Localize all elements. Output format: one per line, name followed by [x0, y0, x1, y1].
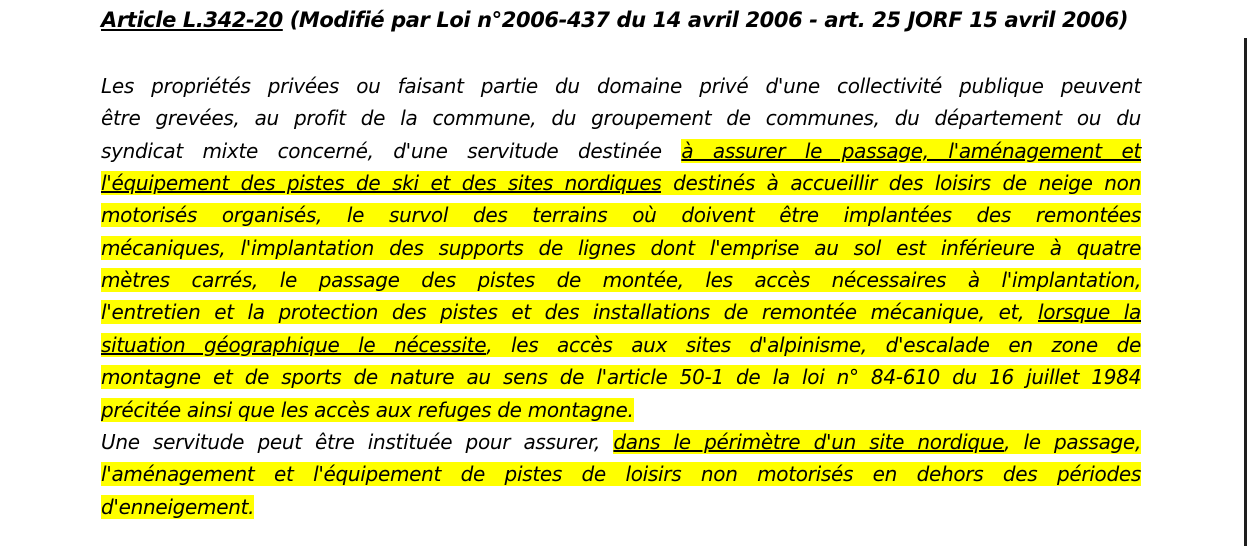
highlighted-text: , les accès aux sites d'alpinisme, d'escalade en zone de — [486, 332, 1141, 357]
text-line — [101, 296, 1141, 328]
underlined-phrase: dans le périmètre d'un site nordique — [613, 429, 1005, 454]
article-reference: Article L.342-20 — [101, 8, 283, 32]
text-line — [101, 394, 1141, 426]
text-line — [101, 199, 1141, 231]
text-line — [101, 70, 1141, 102]
text-line — [101, 264, 1141, 296]
highlighted-text: l'entretien et la protection des pistes et des installations de remontée mécanique, et, — [101, 300, 1038, 325]
text-line — [101, 458, 1141, 490]
text-line — [101, 167, 1141, 199]
underlined-phrase: situation géographique le nécessite — [101, 332, 487, 357]
highlighted-text: montagne et de sports de nature au sens de l'article 50-1 de la loi n° 84-610 du 16 juillet 1984 — [101, 365, 1141, 390]
text-line — [101, 232, 1141, 264]
text-segment: syndicat mixte concerné, d'une servitude destinée — [101, 138, 682, 163]
highlighted-text: destinés à accueillir des loisirs de neige non — [661, 171, 1141, 196]
underlined-phrase: lorsque la — [1038, 300, 1141, 325]
article-modification: (Modifié par Loi n°2006-437 du 14 avril 2006 - art. 25 JORF 15 avril 2006) — [289, 8, 1129, 32]
text-line — [101, 135, 1141, 167]
highlighted-text: motorisés organisés, le survol des terrains où doivent être implantées des remontées — [101, 203, 1141, 228]
article-heading — [101, 4, 1141, 36]
highlighted-text: mécaniques, l'implantation des supports de lignes dont l'emprise au sol est inférieure à quatre — [101, 235, 1141, 260]
text-line — [101, 491, 1141, 523]
underlined-phrase: à assurer le passage, l'aménagement et — [681, 138, 1141, 163]
text-segment: Une servitude peut être instituée pour assurer, — [101, 429, 614, 454]
text-line — [101, 329, 1141, 361]
text-line — [101, 426, 1141, 458]
text-line — [101, 102, 1141, 134]
highlighted-text: précitée ainsi que les accès aux refuges de montagne. — [101, 397, 634, 422]
highlighted-text: , le passage, — [1004, 429, 1141, 454]
text-segment: être grevées, au profit de la commune, du groupement de communes, du département ou du — [101, 106, 1141, 131]
underlined-phrase: l'équipement des pistes de ski et des sites nordiques — [101, 171, 662, 196]
highlighted-text: mètres carrés, le passage des pistes de montée, les accès nécessaires à l'implantation, — [101, 268, 1141, 293]
text-line — [101, 361, 1141, 393]
highlighted-text: l'aménagement et l'équipement de pistes de loisirs non motorisés en dehors des périodes — [101, 462, 1141, 487]
text-segment: Les propriétés privées ou faisant partie du domaine privé d'une collectivité publique peuvent — [101, 74, 1141, 98]
highlighted-text: d'enneigement. — [101, 494, 255, 519]
